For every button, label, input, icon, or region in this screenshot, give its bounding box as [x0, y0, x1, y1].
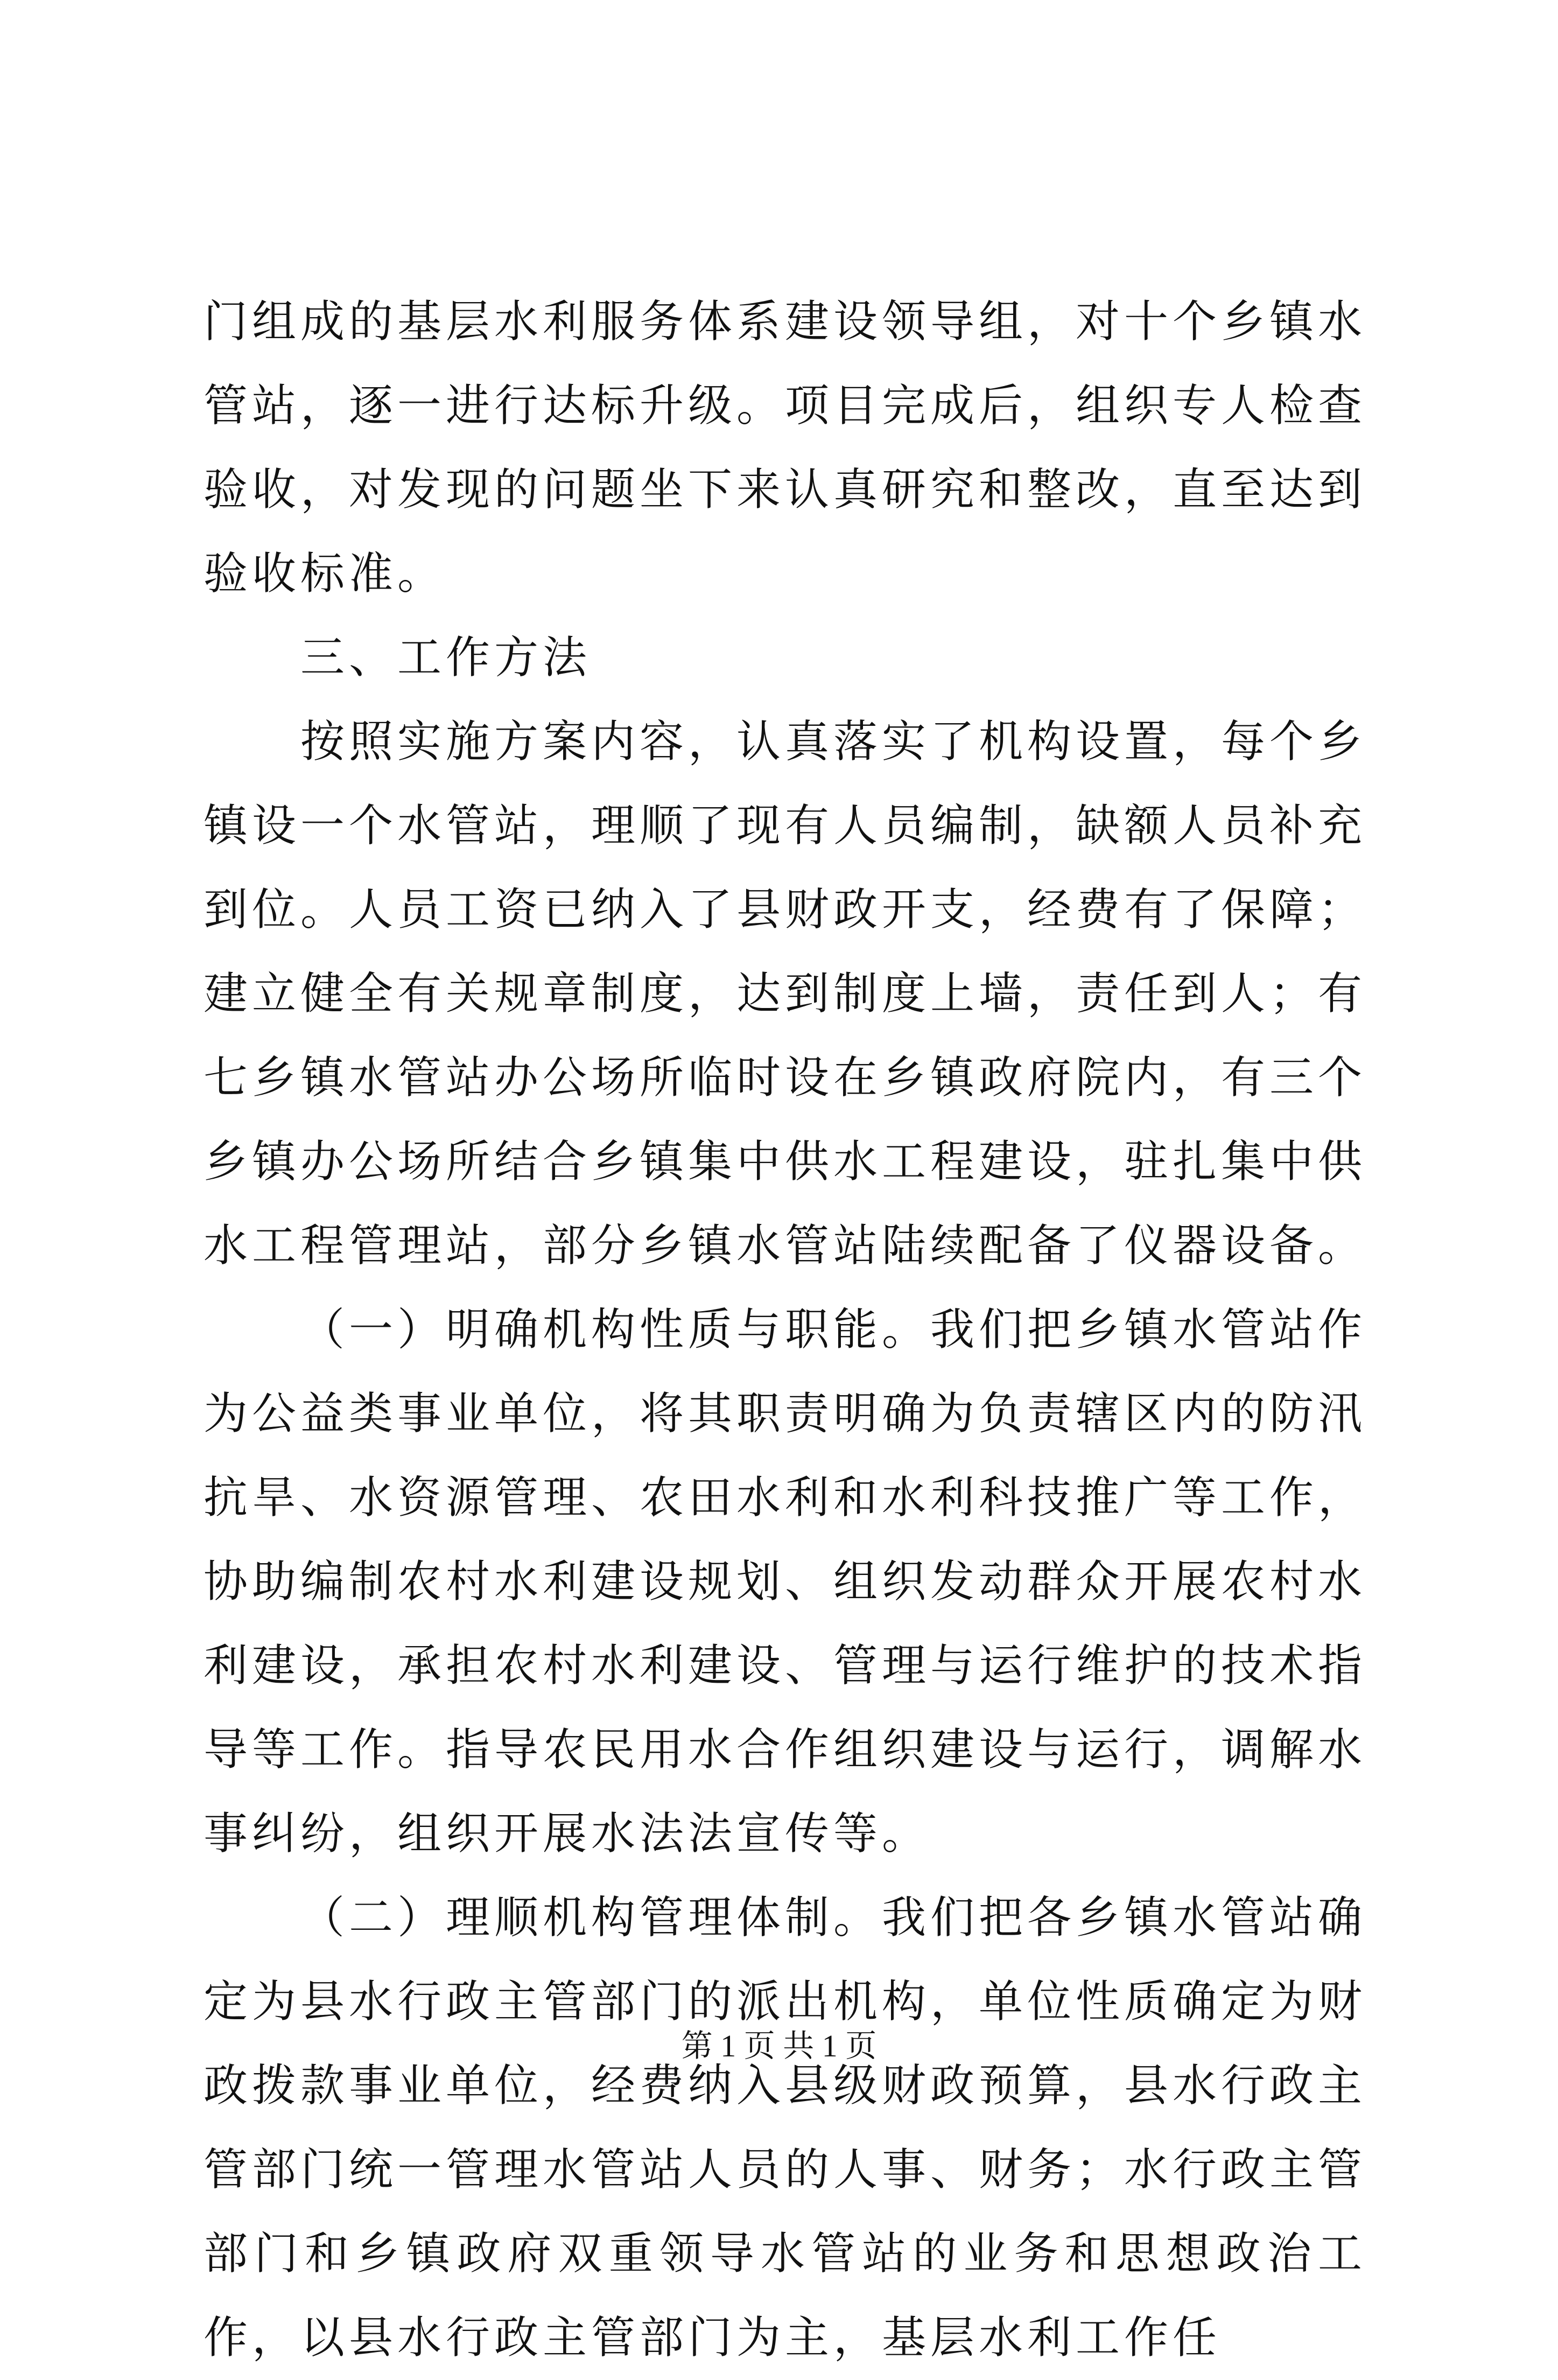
paragraph-1: 门组成的基层水利服务体系建设领导组，对十个乡镇水管站，逐一进行达标升级。项目完成后，组织专人检查验收，对发现的问题坐下来认真研究和整改，直至达到验收标准。	[203, 296, 1367, 599]
paragraph-4: （二）理顺机构管理体制。我们把各乡镇水管站确定为县水行政主管部门的派出机构，单位性质确定为财政拨款事业单位，经费纳入县级财政预算，县水行政主管部门统一管理水管站人员的人事、财务；水行政主管部门和乡镇政府双重领导水管站的业务和思想政治工作，以县水行政主管部门为主，基层水利工作任	[203, 1892, 1367, 2363]
page-footer: 第 1 页 共 1 页	[681, 2028, 877, 2063]
paragraph-2: 按照实施方案内容，认真落实了机构设置，每个乡镇设一个水管站，理顺了现有人员编制，缺额人员补充到位。人员工资已纳入了县财政开支，经费有了保障；建立健全有关规章制度，达到制度上墙，责任到人；有七乡镇水管站办公场所临时设在乡镇政府院内，有三个乡镇办公场所结合乡镇集中供水工程建设，驻扎集中供水工程管理站，部分乡镇水管站陆续配备了仪器设备。	[203, 716, 1367, 1271]
section-heading-work-methods: 三、工作方法	[300, 632, 592, 683]
paragraph-3: （一）明确机构性质与职能。我们把乡镇水管站作为公益类事业单位，将其职责明确为负责辖区内的防汛抗旱、水资源管理、农田水利和水利科技推广等工作，协助编制农村水利建设规划、组织发动群众开展农村水利建设，承担农村水利建设、管理与运行维护的技术指导等工作。指导农民用水合作组织建设与运行，调解水事纠纷，组织开展水法法宣传等。	[203, 1304, 1367, 1859]
